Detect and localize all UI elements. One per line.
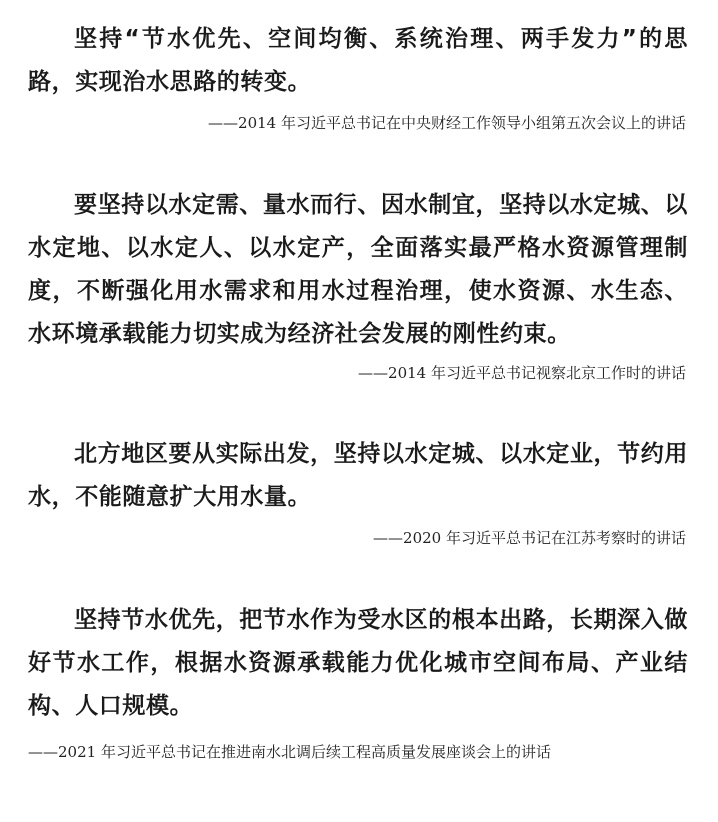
quote-3-text: 北方地区要从实际出发，坚持以水定城、以水定业，节约用水，不能随意扩大用水量。 xyxy=(28,441,688,510)
quote-1-text: 坚持“节水优先、空间均衡、系统治理、两手发力”的思路，实现治水思路的转变。 xyxy=(28,26,688,95)
quote-4-source: ——2021 年习近平总书记在推进南水北调后续工程高质量发展座谈会上的讲话 xyxy=(28,743,551,761)
quote-3-source: ——2020 年习近平总书记在江苏考察时的讲话 xyxy=(373,529,686,547)
quote-1-source: ——2014 年习近平总书记在中央财经工作领导小组第五次会议上的讲话 xyxy=(208,114,686,132)
quote-2-text: 要坚持以水定需、量水而行、因水制宜，坚持以水定城、以水定地、以水定人、以水定产，全面落实最严格水资源管理制度，不断强化用水需求和用水过程治理，使水资源、水生态、水环境承载能力切实成为经济社会发展的刚性约束。 xyxy=(28,192,688,347)
quote-4-text: 坚持节水优先，把节水作为受水区的根本出路，长期深入做好节水工作，根据水资源承载能力优化城市空间布局、产业结构、人口规模。 xyxy=(28,607,688,719)
quote-2-source: ——2014 年习近平总书记视察北京工作时的讲话 xyxy=(358,364,686,382)
